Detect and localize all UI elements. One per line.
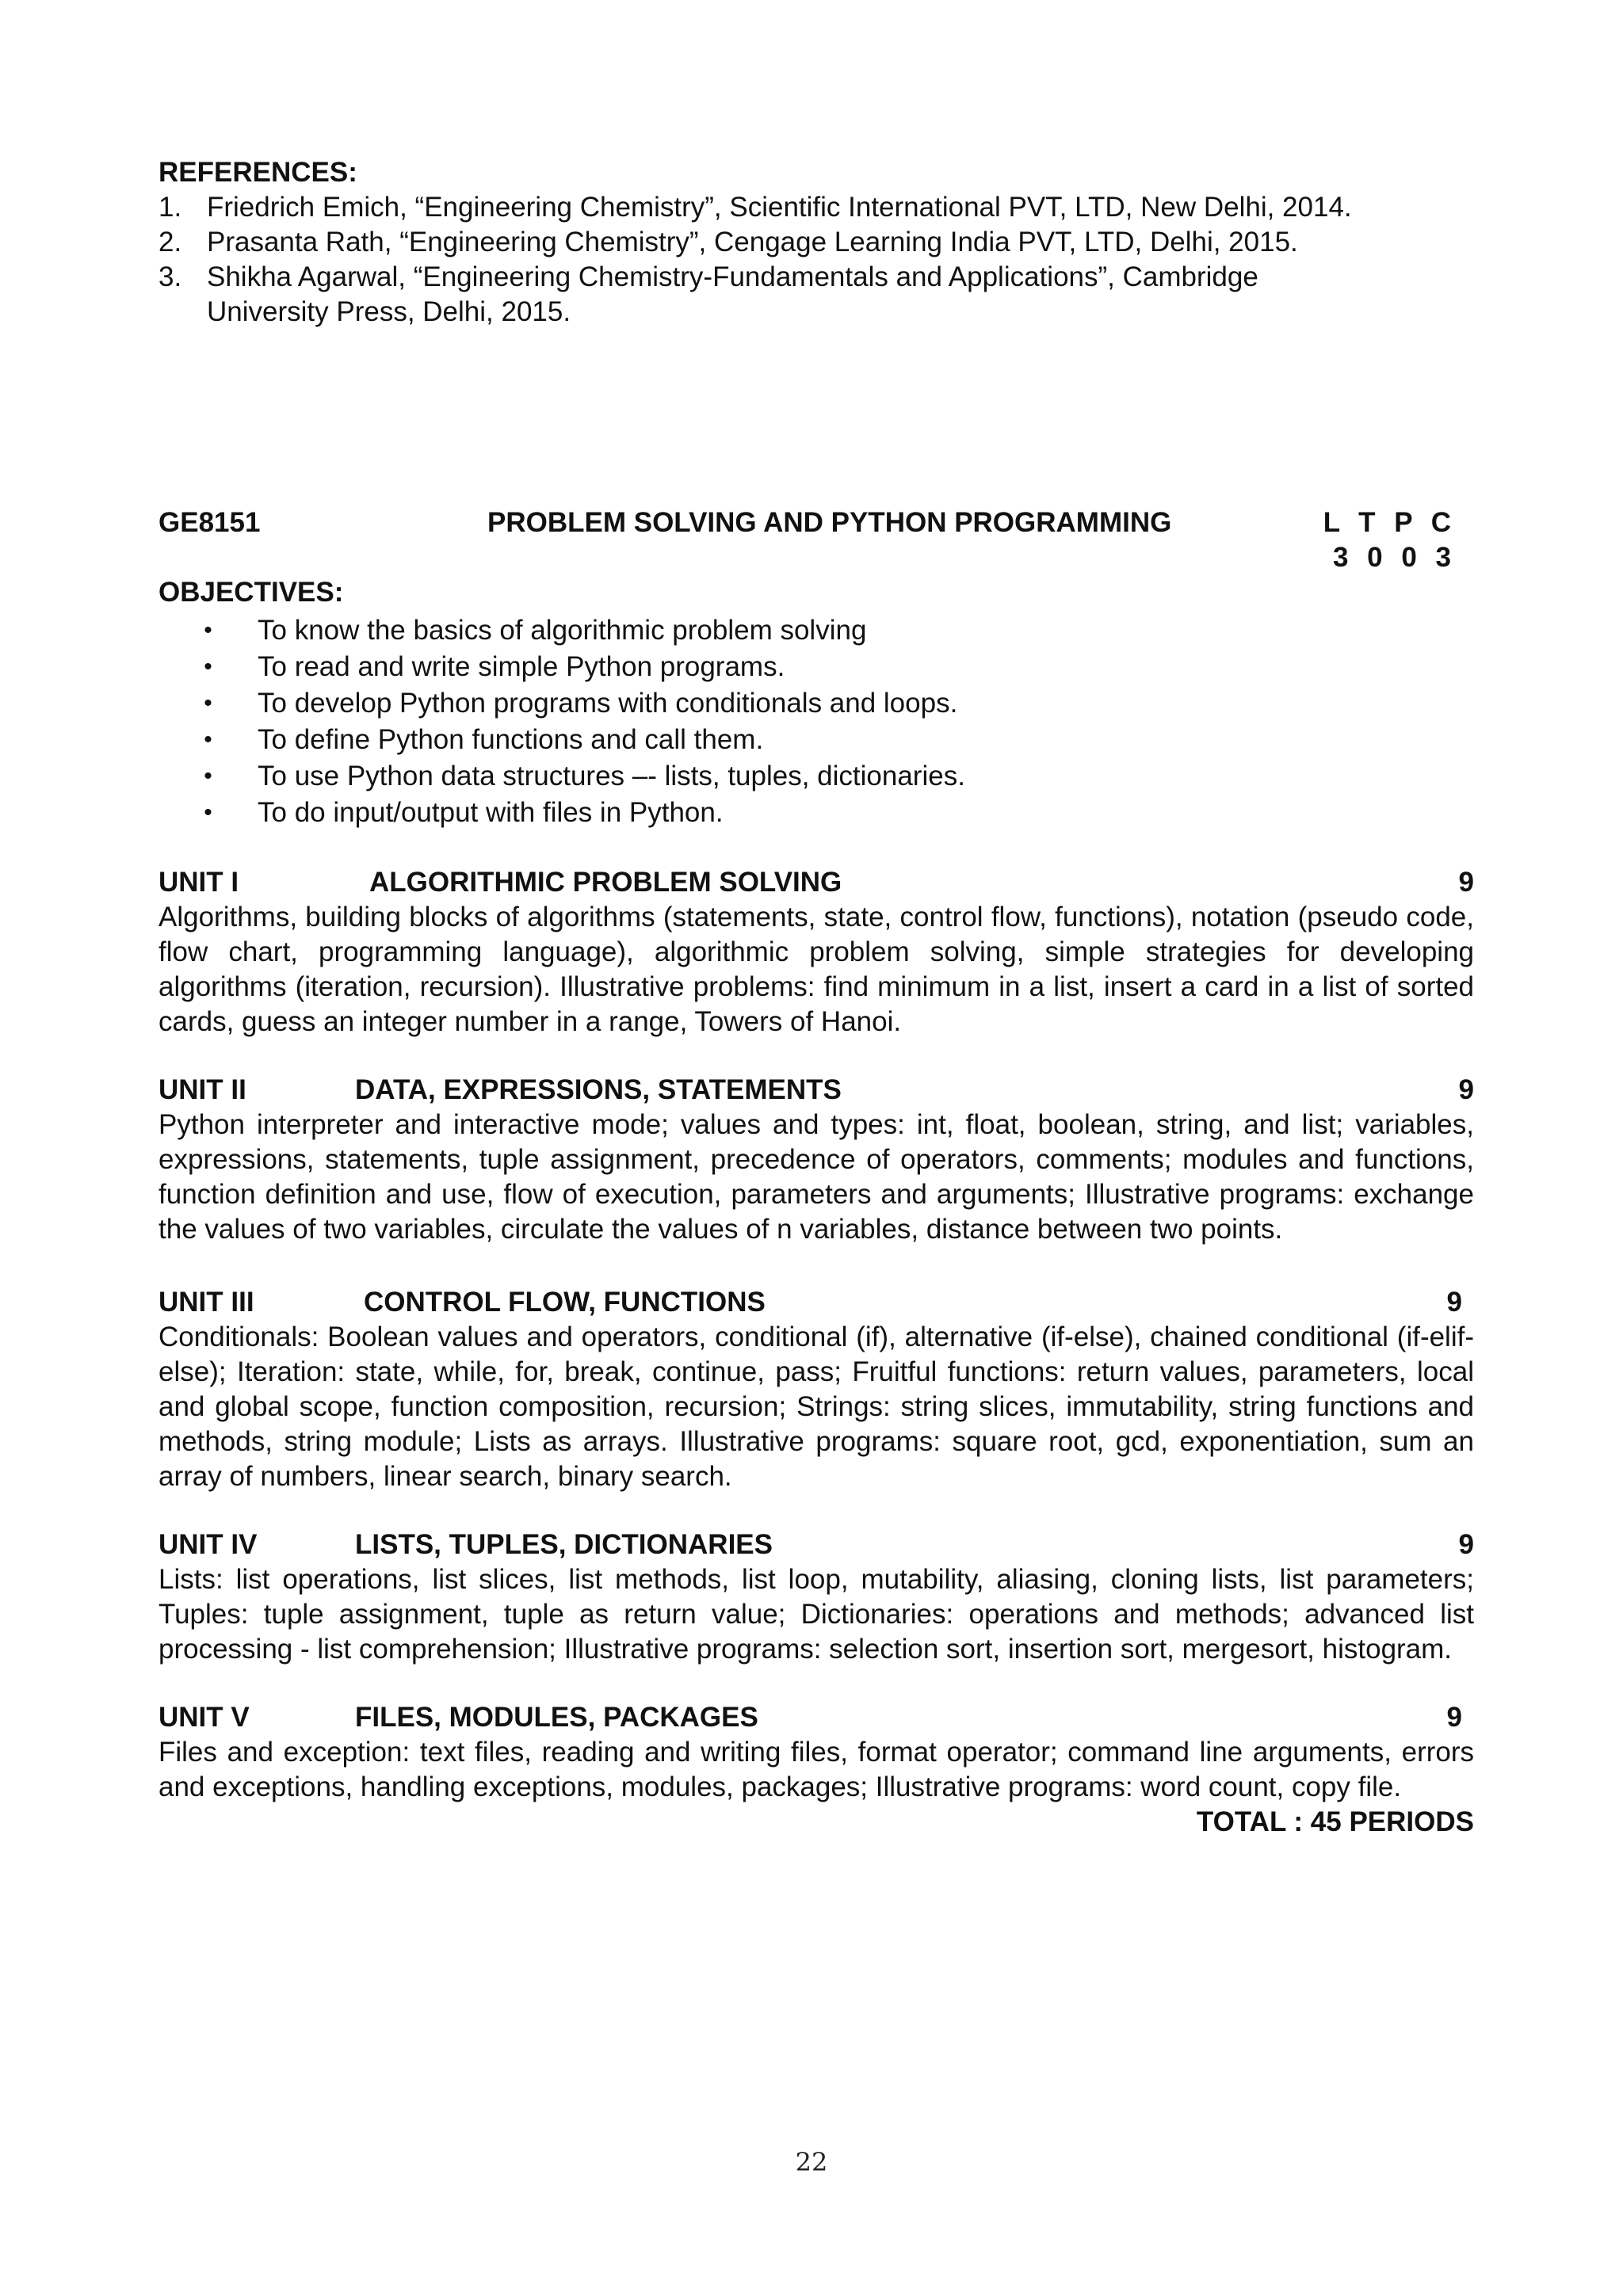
unit-body: Algorithms, building blocks of algorithms (statements, state, control flow, functions), notation (pseudo code, flow chart, programming language), algorithmic problem solving, simple strategies for developing algorithms (iteration, recursion). Illustrative problems: find minimum in a list, insert a card in a list of sorted cards, guess an integer number in a range, Towers of Hanoi.	[158, 902, 1474, 1037]
unit-header	[158, 1700, 1474, 1735]
objective-item	[158, 686, 1474, 723]
unit-label: UNIT IV	[158, 1529, 258, 1560]
unit-2	[158, 1073, 1474, 1247]
reference-number: 3.	[158, 261, 182, 292]
unit-hours: 9	[1458, 867, 1474, 898]
course-code: GE8151	[158, 507, 261, 538]
unit-label: UNIT I	[158, 867, 239, 898]
unit-title: DATA, EXPRESSIONS, STATEMENTS	[355, 1074, 842, 1105]
unit-header	[158, 865, 1474, 900]
page-number: 22	[795, 2147, 828, 2177]
objective-text: To do input/output with files in Python.	[258, 797, 724, 828]
reference-text: Friedrich Emich, “Engineering Chemistry”, Scientific International PVT, LTD, New Delhi, 2014.	[207, 192, 1352, 223]
references-list	[158, 190, 1474, 330]
unit-hours: 9	[1446, 1702, 1462, 1733]
unit-title: FILES, MODULES, PACKAGES	[355, 1702, 758, 1733]
bullet-icon: •	[204, 763, 212, 789]
section-spacer	[158, 330, 1474, 505]
objective-text: To read and write simple Python programs.	[258, 651, 785, 682]
unit-label: UNIT III	[158, 1287, 254, 1318]
reference-text: Shikha Agarwal, “Engineering Chemistry-Fundamentals and Applications”, Cambridge University Press, Delhi, 2015.	[207, 261, 1258, 327]
unit-label: UNIT V	[158, 1702, 250, 1733]
unit-header	[158, 1285, 1474, 1320]
reference-item	[158, 190, 1474, 225]
page-content	[158, 155, 1474, 1840]
reference-item	[158, 225, 1474, 260]
unit-4	[158, 1527, 1474, 1667]
references-heading: REFERENCES:	[158, 157, 357, 188]
reference-item	[158, 260, 1474, 330]
course-section	[158, 505, 1474, 1840]
reference-number: 1.	[158, 192, 182, 223]
unit-body: Conditionals: Boolean values and operators, conditional (if), alternative (if-else), chained conditional (if-elif-else); Iteration: state, while, for, break, continue, pass; Fruitful functions: return values, parameters, local and global scope, function composition, recursion; Strings: string slices, immutability, string functions and methods, string module; Lists as arrays. Illustrative programs: square root, gcd, exponentiation, sum an array of numbers, linear search, binary search.	[158, 1322, 1474, 1492]
objective-item	[158, 759, 1474, 795]
unit-label: UNIT II	[158, 1074, 246, 1105]
course-ltpc-label: L T P C	[1323, 507, 1457, 538]
unit-title: CONTROL FLOW, FUNCTIONS	[364, 1287, 766, 1318]
unit-hours: 9	[1458, 1529, 1474, 1560]
unit-body: Lists: list operations, list slices, list methods, list loop, mutability, aliasing, cloning lists, list parameters; Tuples: tuple assignment, tuple as return value; Dictionaries: operations and methods; advanced list processing - list comprehension; Illustrative programs: selection sort, insertion sort, mergesort, histogram.	[158, 1564, 1474, 1665]
unit-3	[158, 1285, 1474, 1494]
unit-body: Files and exception: text files, reading and writing files, format operator; command line arguments, errors and exceptions, handling exceptions, modules, packages; Illustrative programs: word count, copy file.	[158, 1737, 1474, 1802]
unit-header	[158, 1073, 1474, 1108]
objectives-list	[158, 613, 1474, 832]
objective-text: To develop Python programs with conditionals and loops.	[258, 688, 958, 719]
unit-header	[158, 1527, 1474, 1562]
unit-1	[158, 865, 1474, 1039]
references-section	[158, 155, 1474, 330]
reference-number: 2.	[158, 227, 182, 257]
objective-text: To know the basics of algorithmic problem solving	[258, 615, 867, 646]
unit-5	[158, 1700, 1474, 1805]
course-ltpc-values: 3 0 0 3	[1332, 542, 1457, 573]
objective-text: To define Python functions and call them.	[258, 724, 764, 755]
objective-item	[158, 613, 1474, 650]
unit-hours: 9	[1458, 1074, 1474, 1105]
total-periods: TOTAL : 45 PERIODS	[1196, 1806, 1474, 1837]
bullet-icon: •	[204, 690, 212, 716]
course-title: PROBLEM SOLVING AND PYTHON PROGRAMMING	[487, 507, 1172, 538]
unit-hours: 9	[1446, 1287, 1462, 1318]
unit-title: LISTS, TUPLES, DICTIONARIES	[355, 1529, 773, 1560]
objective-text: To use Python data structures –- lists, tuples, dictionaries.	[258, 761, 965, 791]
bullet-icon: •	[204, 617, 212, 643]
unit-title: ALGORITHMIC PROBLEM SOLVING	[369, 867, 842, 898]
bullet-icon: •	[204, 727, 212, 753]
objectives-heading: OBJECTIVES:	[158, 577, 344, 608]
reference-text: Prasanta Rath, “Engineering Chemistry”, Cengage Learning India PVT, LTD, Delhi, 2015.	[207, 227, 1298, 257]
objective-item	[158, 723, 1474, 759]
course-header	[158, 505, 1474, 540]
bullet-icon: •	[204, 799, 212, 826]
objective-item	[158, 650, 1474, 686]
objective-item	[158, 795, 1474, 832]
unit-body: Python interpreter and interactive mode; values and types: int, float, boolean, string, and list; variables, expressions, statements, tuple assignment, precedence of operators, comments; modules and functions, function definition and use, flow of execution, parameters and arguments; Illustrative programs: exchange the values of two variables, circulate the values of n variables, distance between two points.	[158, 1109, 1474, 1245]
bullet-icon: •	[204, 654, 212, 680]
